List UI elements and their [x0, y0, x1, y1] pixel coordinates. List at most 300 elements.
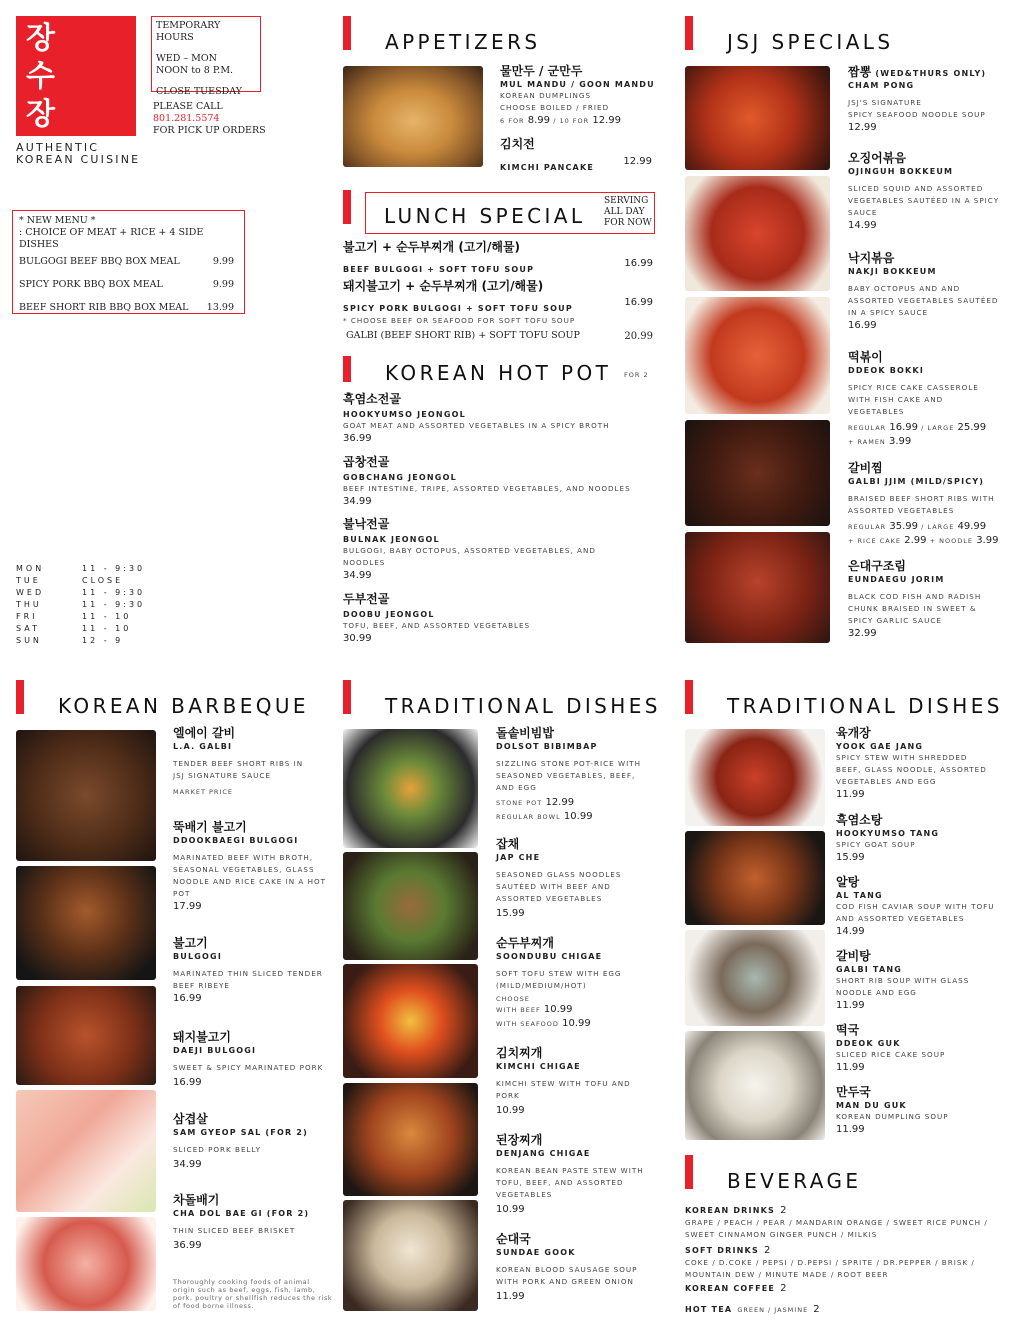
- temporary-hours-line: NOON to 8 P.M.: [156, 65, 234, 76]
- item-korean-name: 김치전: [500, 137, 535, 151]
- item-description: COKE / D.COKE / PEPSI / D.PEPSI / SPRITE / DR.PEPPER / BRISK /: [685, 1258, 975, 1267]
- item-description: IN A SPICY SAUCE: [848, 308, 928, 317]
- item-price: 16.99: [624, 297, 653, 308]
- item-description: TOFU, BEEF, AND ASSORTED VEGETABLES: [343, 621, 531, 630]
- item-description: BRAISED BEEF SHORT RIBS WITH: [848, 494, 995, 503]
- champong-photo: [685, 66, 830, 170]
- price-label: + RICE CAKE: [848, 537, 902, 545]
- item-price: 15.99: [496, 908, 525, 919]
- item-description: SAUCE: [848, 208, 878, 217]
- item-description: SPICY STEW WITH SHREDDED: [836, 753, 968, 762]
- menu-item: [343, 455, 663, 508]
- item-english-name: BEEF BULGOGI + SOFT TOFU SOUP: [343, 265, 535, 274]
- item-korean-name: 낙지볶음: [848, 251, 895, 265]
- item-description: GRAPE / PEACH / PEAR / MANDARIN ORANGE / SWEET RICE PUNCH /: [685, 1218, 988, 1227]
- item-price: 10.99: [543, 1004, 573, 1015]
- item-name: SOFT DRINKS: [685, 1246, 759, 1255]
- item-english-name: BULGOGI: [173, 952, 223, 961]
- logo-subtitle-line: KOREAN CUISINE: [16, 153, 141, 166]
- squid-photo: [685, 176, 830, 291]
- item-korean-name: 떡볶이: [848, 350, 883, 364]
- item-english-name: DENJANG CHIGAE: [496, 1149, 591, 1158]
- item-price: 2: [764, 1245, 771, 1256]
- item-english-name: YOOK GAE JANG: [836, 742, 924, 751]
- item-price: MARKET PRICE: [173, 788, 233, 796]
- hours-row: [16, 635, 141, 647]
- item-korean-name: 갈비찜: [848, 461, 883, 475]
- item-price: 16.99: [624, 258, 653, 269]
- item-description: SAUTÉED WITH BEEF AND: [496, 882, 611, 891]
- hours-day: MON: [16, 564, 45, 573]
- item-description: SLICED SQUID AND ASSORTED: [848, 184, 984, 193]
- item-price: 12.99: [623, 156, 652, 167]
- food-safety-warning: Thoroughly cooking foods of animal origin such as beef, eggs, fish, lamb, pork, poultry or shellfish reduces the risk of food borne illness.: [173, 1278, 333, 1310]
- menu-item: [836, 813, 1016, 864]
- item-description: NOODLES: [343, 558, 386, 567]
- hours-time: 12 - 9: [82, 636, 124, 645]
- dumpling-photo: [343, 66, 483, 167]
- hours-day: WED: [16, 588, 45, 597]
- item-korean-name: 오징어볶음: [848, 151, 906, 165]
- hours-day: FRI: [16, 612, 38, 621]
- item-english-name: MUL MANDU / GOON MANDU: [500, 80, 655, 89]
- list-item: [19, 302, 238, 316]
- item-english-name: L.A. GALBI: [173, 742, 233, 751]
- call-text: FOR PICK UP ORDERS: [153, 125, 266, 136]
- restaurant-logo: [16, 16, 136, 136]
- kimchi-chigae-photo: [343, 1083, 478, 1196]
- item-price: 15.99: [836, 852, 865, 863]
- menu-item: [848, 461, 1020, 548]
- bulgogi-photo: [16, 986, 156, 1085]
- japche-photo: [343, 852, 478, 960]
- section-marker: [343, 190, 351, 224]
- item-description: KOREAN BEAN PASTE STEW WITH: [496, 1166, 644, 1175]
- item-english-name: KIMCHI PANCAKE: [500, 163, 595, 172]
- item-description: SIZZLING STONE POT-RICE WITH: [496, 759, 641, 768]
- item-price: 16.99: [889, 422, 918, 433]
- note-line: FOR NOW: [604, 218, 652, 228]
- hours-row: [16, 587, 146, 599]
- menu-item: [343, 517, 663, 582]
- ddeokbokki-photo: [685, 297, 830, 414]
- item-description: BEEF INTESTINE, TRIPE, ASSORTED VEGETABLES, AND NOODLES: [343, 484, 631, 493]
- item-description: VEGETABLES SAUTÉED IN A SPICY: [848, 196, 1000, 205]
- item-price: 3.99: [888, 436, 912, 447]
- item-description: SWEET CINNAMON GINGER PUNCH / MILKIS: [685, 1230, 878, 1239]
- item-korean-name: 흑염소탕: [836, 813, 883, 827]
- temporary-hours-line: WED – MON: [156, 53, 217, 64]
- item-description: NOODLE AND EGG: [836, 988, 917, 997]
- item-description: SOFT TOFU STEW WITH EGG: [496, 969, 622, 978]
- section-title-traditional-dishes: TRADITIONAL DISHES: [385, 694, 661, 718]
- temporary-hours-box: [151, 16, 261, 97]
- item-description: MARINATED BEEF WITH BROTH,: [173, 853, 314, 862]
- logo-char: 장: [26, 97, 55, 132]
- item-english-name: KIMCHI CHIGAE: [496, 1062, 581, 1071]
- logo-char: 수: [26, 59, 55, 94]
- menu-item: [500, 137, 652, 172]
- galbi-jjim-photo: [685, 420, 830, 526]
- item-price: 20.99: [624, 331, 653, 342]
- item-description: SPICY RICE CAKE CASSEROLE: [848, 383, 979, 392]
- price-label: REGULAR: [848, 424, 887, 432]
- item-description: KIMCHI STEW WITH TOFU AND: [496, 1079, 631, 1088]
- item-name: BULGOGI BEEF BBQ BOX MEAL: [19, 256, 180, 267]
- price-label: WITH BEEF: [496, 1006, 541, 1014]
- menu-item: [685, 1198, 1015, 1241]
- item-description: SHORT RIB SOUP WITH GLASS: [836, 976, 970, 985]
- temporary-hours-line: CLOSE TUESDAY: [156, 86, 242, 97]
- item-name: SPICY PORK BBQ BOX MEAL: [19, 279, 163, 290]
- hours-time: 11 - 9:30: [82, 600, 146, 609]
- hours-row: [16, 563, 146, 575]
- lunch-serving-note: [604, 196, 652, 229]
- opening-hours: [16, 563, 146, 647]
- item-price: 11.99: [836, 1000, 865, 1011]
- hours-day: SAT: [16, 624, 40, 633]
- item-price: 2: [780, 1283, 787, 1294]
- menu-item: [836, 1023, 1016, 1074]
- item-description: TENDER BEEF SHORT RIBS IN: [173, 759, 304, 768]
- item-description: KOREAN DUMPLING SOUP: [836, 1112, 949, 1121]
- section-title-lunch-special: LUNCH SPECIAL: [384, 204, 586, 228]
- item-description: (MILD/MEDIUM/HOT): [496, 981, 587, 990]
- item-description: BEEF, GLASS NOODLE, ASSORTED: [836, 765, 987, 774]
- ddookbaegi-bulgogi-photo: [16, 866, 156, 980]
- section-title-jsj-specials: JSJ SPECIALS: [727, 30, 894, 54]
- menu-item: [836, 726, 1016, 801]
- temporary-hours-title: TEMPORARY HOURS: [156, 20, 221, 43]
- item-description: SEASONAL VEGETABLES, GLASS: [173, 865, 315, 874]
- section-title-beverage: BEVERAGE: [727, 1169, 862, 1193]
- item-price: 14.99: [848, 220, 877, 231]
- item-english-name: SOONDUBU CHIGAE: [496, 952, 603, 961]
- menu-item: [685, 1297, 1015, 1316]
- item-korean-name: 차돌배기: [173, 1193, 220, 1207]
- item-description: BABY OCTOPUS AND AND: [848, 284, 961, 293]
- item-korean-name: 물만두 / 군만두: [500, 64, 583, 78]
- item-english-name: DDOOKBAEGI BULGOGI: [173, 836, 299, 845]
- menu-item: [836, 1085, 1016, 1136]
- item-description: VEGETABLES: [496, 1190, 553, 1199]
- logo-subtitle: [16, 142, 140, 166]
- hours-row: [16, 575, 141, 587]
- item-description: TOFU, BEEF, AND ASSORTED: [496, 1178, 624, 1187]
- item-korean-name: 불고기: [173, 936, 208, 950]
- item-english-name: SPICY PORK BULGOGI + SOFT TOFU SOUP: [343, 304, 573, 313]
- item-description: KOREAN DUMPLINGS: [500, 91, 592, 100]
- price-label: / LARGE: [921, 523, 955, 531]
- item-korean-name: 짬뽕: [848, 65, 872, 79]
- item-description: POT: [173, 889, 191, 898]
- item-description: BEEF RIBEYE: [173, 981, 230, 990]
- item-description: CHOOSE BOILED / FRIED: [500, 103, 610, 112]
- price-label: STONE POT: [496, 799, 543, 807]
- item-english-name: DAEJI BULGOGI: [173, 1046, 257, 1055]
- menu-item: [173, 1193, 338, 1252]
- item-price: 10.99: [563, 811, 593, 822]
- menu-item: [496, 1133, 656, 1216]
- item-price: 14.99: [836, 926, 865, 937]
- item-description: SPICY GOAT SOUP: [836, 840, 916, 849]
- item-description: MOUNTAIN DEW / MINUTE MADE / ROOT BEER: [685, 1270, 889, 1279]
- item-english-name: CHAM PONG: [848, 81, 915, 90]
- item-korean-name: 두부전골: [343, 592, 390, 606]
- lunch-note: * CHOOSE BEEF OR SEAFOOD FOR SOFT TOFU SOUP: [343, 316, 576, 325]
- item-english-name: OJINGUH BOKKEUM: [848, 167, 954, 176]
- item-korean-name: 곱창전골: [343, 455, 390, 469]
- section-title-traditional-dishes: TRADITIONAL DISHES: [727, 694, 1003, 718]
- item-english-name: BULNAK JEONGOL: [343, 535, 440, 544]
- section-title-hot-pot: KOREAN HOT POT: [385, 361, 612, 385]
- item-korean-name: 돌솥비빔밥: [496, 726, 554, 740]
- section-marker: [343, 680, 351, 714]
- samgyeopsal-photo: [16, 1090, 156, 1212]
- item-description: KOREAN BLOOD SAUSAGE SOUP: [496, 1265, 638, 1274]
- item-korean-name: 갈비탕: [836, 949, 871, 963]
- item-description: AND ASSORTED VEGETABLES: [836, 914, 965, 923]
- item-korean-name: 떡국: [836, 1023, 860, 1037]
- price-label: WITH SEAFOOD: [496, 1020, 559, 1028]
- menu-item: [173, 1030, 338, 1089]
- item-description: VEGETABLES: [848, 407, 905, 416]
- item-description: GREEN / JASMINE: [737, 1306, 809, 1314]
- item-description: SWEET & SPICY MARINATED PORK: [173, 1063, 324, 1072]
- logo-char: 장: [26, 21, 55, 56]
- hot-pot-note: FOR 2: [624, 371, 649, 379]
- item-name: BEEF SHORT RIB BBQ BOX MEAL: [19, 302, 189, 313]
- item-price: 32.99: [848, 628, 877, 639]
- hours-time: 11 - 10: [82, 624, 132, 633]
- item-description: SPICY GARLIC SAUCE: [848, 616, 942, 625]
- hours-time: 11 - 9:30: [82, 564, 146, 573]
- item-korean-name: 김치찌개: [496, 1046, 543, 1060]
- hours-row: [16, 623, 141, 635]
- item-price: 11.99: [836, 789, 865, 800]
- call-text: PLEASE CALL: [153, 101, 223, 112]
- item-price: 10.99: [496, 1105, 525, 1116]
- lunch-special-box: [365, 192, 655, 234]
- menu-item: [173, 726, 333, 796]
- item-price: 12.99: [545, 797, 575, 808]
- menu-item: [848, 151, 1013, 232]
- item-english-name: GALBI TANG: [836, 965, 903, 974]
- item-description: VEGETABLES AND EGG: [836, 777, 937, 786]
- item-english-name: EUNDAEGU JORIM: [848, 575, 945, 584]
- menu-item: [496, 1232, 656, 1303]
- item-english-name: SUNDAE GOOK: [496, 1248, 576, 1257]
- item-description: COD FISH CAVIAR SOUP WITH TOFU: [836, 902, 995, 911]
- item-description: BLACK COD FISH AND RADISH: [848, 592, 982, 601]
- item-description: JSJ SIGNATURE SAUCE: [173, 771, 271, 780]
- item-name: HOT TEA: [685, 1305, 733, 1314]
- bibimbap-photo: [343, 729, 478, 848]
- item-price: 34.99: [173, 1159, 202, 1170]
- item-price: 11.99: [836, 1062, 865, 1073]
- item-description: ASSORTED VEGETABLES SAUTÉED: [848, 296, 999, 305]
- menu-item: [836, 949, 1016, 1012]
- item-price: 2: [813, 1304, 820, 1315]
- menu-item: [500, 64, 660, 128]
- menu-item: [496, 1046, 656, 1117]
- menu-item: [685, 1238, 1015, 1281]
- item-description: SPICY SEAFOOD NOODLE SOUP: [848, 110, 986, 119]
- item-price: 13.99: [206, 302, 234, 313]
- soondubu-photo: [343, 964, 478, 1078]
- logo-subtitle-line: AUTHENTIC: [16, 141, 100, 154]
- item-korean-name: 순대국: [496, 1232, 531, 1246]
- item-description: BULGOGI, BABY OCTOPUS, ASSORTED VEGETABLES, AND: [343, 546, 596, 555]
- hours-day: SUN: [16, 636, 42, 645]
- item-korean-name: 불고기 + 순두부찌개 (고기/해물): [343, 240, 521, 254]
- item-english-name: CHA DOL BAE GI (FOR 2): [173, 1209, 310, 1218]
- item-price: 16.99: [173, 993, 202, 1004]
- item-korean-name: 엘에이 갈비: [173, 726, 236, 740]
- item-price: 36.99: [173, 1240, 202, 1251]
- sundae-gook-photo: [343, 1200, 478, 1311]
- item-description: PORK: [496, 1091, 520, 1100]
- menu-item: [173, 936, 338, 1005]
- item-english-name: GOBCHANG JEONGOL: [343, 473, 457, 482]
- item-price: 35.99: [889, 521, 918, 532]
- item-price: 34.99: [343, 570, 372, 581]
- item-price: 2: [780, 1205, 787, 1216]
- menu-item: [343, 592, 663, 645]
- item-price: 25.99: [957, 422, 987, 433]
- item-english-name: AL TANG: [836, 891, 883, 900]
- item-price: 12.99: [848, 122, 877, 133]
- item-korean-name: 은대구조림: [848, 559, 906, 573]
- price-label: REGULAR: [848, 523, 887, 531]
- price-label: CHOOSE: [496, 995, 530, 1003]
- item-note: (WED&THURS ONLY): [875, 69, 987, 78]
- item-english-name: DOLSOT BIBIMBAP: [496, 742, 598, 751]
- item-description: ASSORTED VEGETABLES: [496, 894, 603, 903]
- yookgaejang-photo: [685, 729, 825, 826]
- item-description: SEASONED GLASS NOODLES: [496, 870, 622, 879]
- item-english-name: HOOKYUMSO TANG: [836, 829, 940, 838]
- item-english-name: HOOKYUMSO JEONGOL: [343, 410, 466, 419]
- item-english-name: GALBI (BEEF SHORT RIB) + SOFT TOFU SOUP: [346, 330, 580, 341]
- eundaegu-photo: [685, 532, 830, 643]
- price-label: / 10 FOR: [553, 117, 590, 125]
- note-line: SERVING: [604, 196, 649, 206]
- la-galbi-photo: [16, 730, 156, 861]
- item-korean-name: 삼겹살: [173, 1112, 208, 1126]
- item-price: 9.99: [212, 256, 234, 267]
- item-korean-name: 순두부찌개: [496, 936, 554, 950]
- item-description: JSJ'S SIGNATURE: [848, 98, 922, 107]
- price-label: / LARGE: [921, 424, 955, 432]
- item-description: SLICED PORK BELLY: [173, 1145, 261, 1154]
- item-description: WITH PORK AND GREEN ONION: [496, 1277, 634, 1286]
- item-english-name: MAN DU GUK: [836, 1101, 907, 1110]
- menu-item: [836, 875, 1016, 938]
- menu-item: [346, 330, 653, 344]
- item-description: MARINATED THIN SLICED TENDER: [173, 969, 323, 978]
- item-price: 8.99: [527, 115, 551, 126]
- hours-time: 11 - 10: [82, 612, 132, 621]
- hours-time: CLOSE: [82, 576, 124, 585]
- section-marker: [685, 680, 693, 714]
- item-korean-name: 돼지불고기: [173, 1030, 231, 1044]
- new-menu-box: [12, 210, 245, 314]
- item-price: 11.99: [836, 1124, 865, 1135]
- galbi-tang-photo: [685, 930, 825, 1026]
- item-price: 10.99: [496, 1204, 525, 1215]
- menu-item: [343, 392, 663, 445]
- item-korean-name: 된장찌개: [496, 1133, 543, 1147]
- section-marker: [685, 16, 693, 50]
- section-title-korean-barbeque: KOREAN BARBEQUE: [58, 694, 309, 718]
- ddeok-guk-photo: [685, 1031, 825, 1140]
- chadolbaegi-photo: [16, 1217, 156, 1311]
- item-description: NOODLE AND RICE CAKE IN A HOT: [173, 877, 327, 886]
- menu-item: [496, 837, 656, 920]
- item-name: KOREAN COFFEE: [685, 1284, 776, 1293]
- item-description: SEASONED VEGETABLES, BEEF,: [496, 771, 636, 780]
- menu-item: [496, 936, 656, 1031]
- item-korean-name: 뚝배기 불고기: [173, 820, 247, 834]
- item-price: 16.99: [848, 320, 877, 331]
- item-price: 17.99: [173, 901, 202, 912]
- item-description: THIN SLICED BEEF BRISKET: [173, 1226, 296, 1235]
- list-item: [19, 256, 238, 279]
- price-label: 6 FOR: [500, 117, 525, 125]
- menu-item: [343, 240, 653, 274]
- section-marker: [343, 356, 351, 382]
- item-english-name: JAP CHE: [496, 853, 541, 862]
- item-korean-name: 돼지불고기 + 순두부찌개 (고기/해물): [343, 279, 544, 293]
- menu-item: [848, 559, 1013, 640]
- item-price: 12.99: [592, 115, 622, 126]
- section-marker: [685, 1155, 693, 1189]
- menu-item: [173, 820, 338, 913]
- price-label: REGULAR BOWL: [496, 813, 561, 821]
- section-marker: [16, 680, 24, 714]
- menu-item: [848, 65, 1013, 134]
- item-price: 2.99: [904, 535, 927, 546]
- item-price: 30.99: [343, 633, 372, 644]
- item-price: 11.99: [496, 1291, 525, 1302]
- section-marker: [343, 16, 351, 50]
- menu-item: [685, 1276, 1015, 1295]
- menu-item: [496, 726, 656, 824]
- menu-item: [343, 279, 653, 313]
- section-title-appetizers: APPETIZERS: [385, 30, 541, 54]
- new-menu-subtitle: : CHOICE OF MEAT + RICE + 4 SIDE DISHES: [19, 227, 204, 250]
- menu-item: [173, 1112, 338, 1171]
- hours-day: THU: [16, 600, 42, 609]
- item-korean-name: 만두국: [836, 1085, 871, 1099]
- item-english-name: DDEOK BOKKI: [848, 366, 925, 375]
- note-line: ALL DAY: [604, 207, 645, 217]
- item-description: WITH FISH CAKE AND: [848, 395, 944, 404]
- item-english-name: DDEOK GUK: [836, 1039, 901, 1048]
- item-description: GOAT MEAT AND ASSORTED VEGETABLES IN A SPICY BROTH: [343, 421, 610, 430]
- item-korean-name: 알탕: [836, 875, 860, 889]
- item-price: 34.99: [343, 496, 372, 507]
- phone-number[interactable]: 801.281.5574: [153, 113, 220, 124]
- price-label: + NOODLE: [929, 537, 973, 545]
- item-price: 3.99: [976, 535, 999, 546]
- item-price: 36.99: [343, 433, 372, 444]
- item-english-name: SAM GYEOP SAL (FOR 2): [173, 1128, 308, 1137]
- item-name: KOREAN DRINKS: [685, 1206, 775, 1215]
- item-description: CHUNK BRAISED IN SWEET &: [848, 604, 977, 613]
- price-label: + RAMEN: [848, 438, 886, 446]
